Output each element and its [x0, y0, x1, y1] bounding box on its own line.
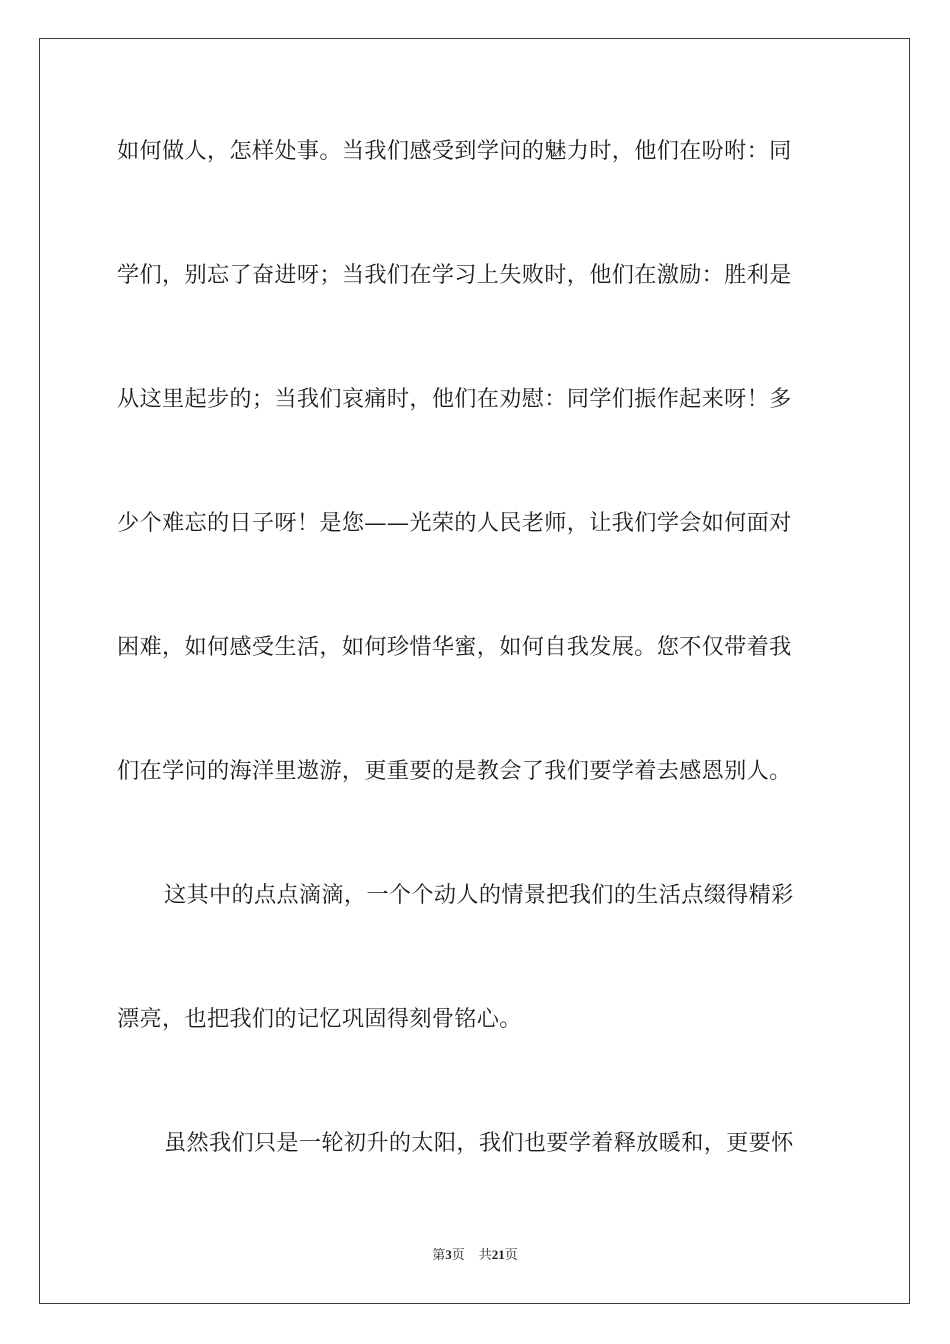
body-text-line-9: 虽然我们只是一轮初升的太阳，我们也要学着释放暖和，更要怀: [164, 1130, 794, 1156]
footer-page-prefix: 第: [432, 1248, 446, 1263]
body-text-line-6: 们在学问的海洋里遨游，更重要的是教会了我们要学着去感恩别人。: [117, 758, 792, 784]
body-text-line-5: 困难，如何感受生活，如何珍惜华蜜，如何自我发展。您不仅带着我: [117, 634, 792, 660]
body-text-line-2: 学们，别忘了奋进呀；当我们在学习上失败时，他们在激励：胜利是: [117, 262, 792, 288]
footer-total-pages: 21: [491, 1247, 505, 1262]
page-border: [39, 38, 910, 1304]
body-text-line-7: 这其中的点点滴滴，一个个动人的情景把我们的生活点缀得精彩: [164, 882, 794, 908]
body-text-line-4: 少个难忘的日子呀！是您——光荣的人民老师，让我们学会如何面对: [117, 510, 792, 536]
footer-page-suffix: 页: [451, 1248, 465, 1263]
footer-page-number: 3: [445, 1247, 452, 1262]
body-text-line-8: 漂亮，也把我们的记忆巩固得刻骨铭心。: [117, 1006, 522, 1032]
page-footer: [0, 1246, 950, 1265]
footer-total-prefix: 共: [478, 1248, 492, 1263]
footer-total-suffix: 页: [504, 1248, 518, 1263]
body-text-line-1: 如何做人，怎样处事。当我们感受到学问的魅力时，他们在吩咐：同: [117, 138, 792, 164]
body-text-line-3: 从这里起步的；当我们哀痛时，他们在劝慰：同学们振作起来呀！多: [117, 386, 792, 412]
